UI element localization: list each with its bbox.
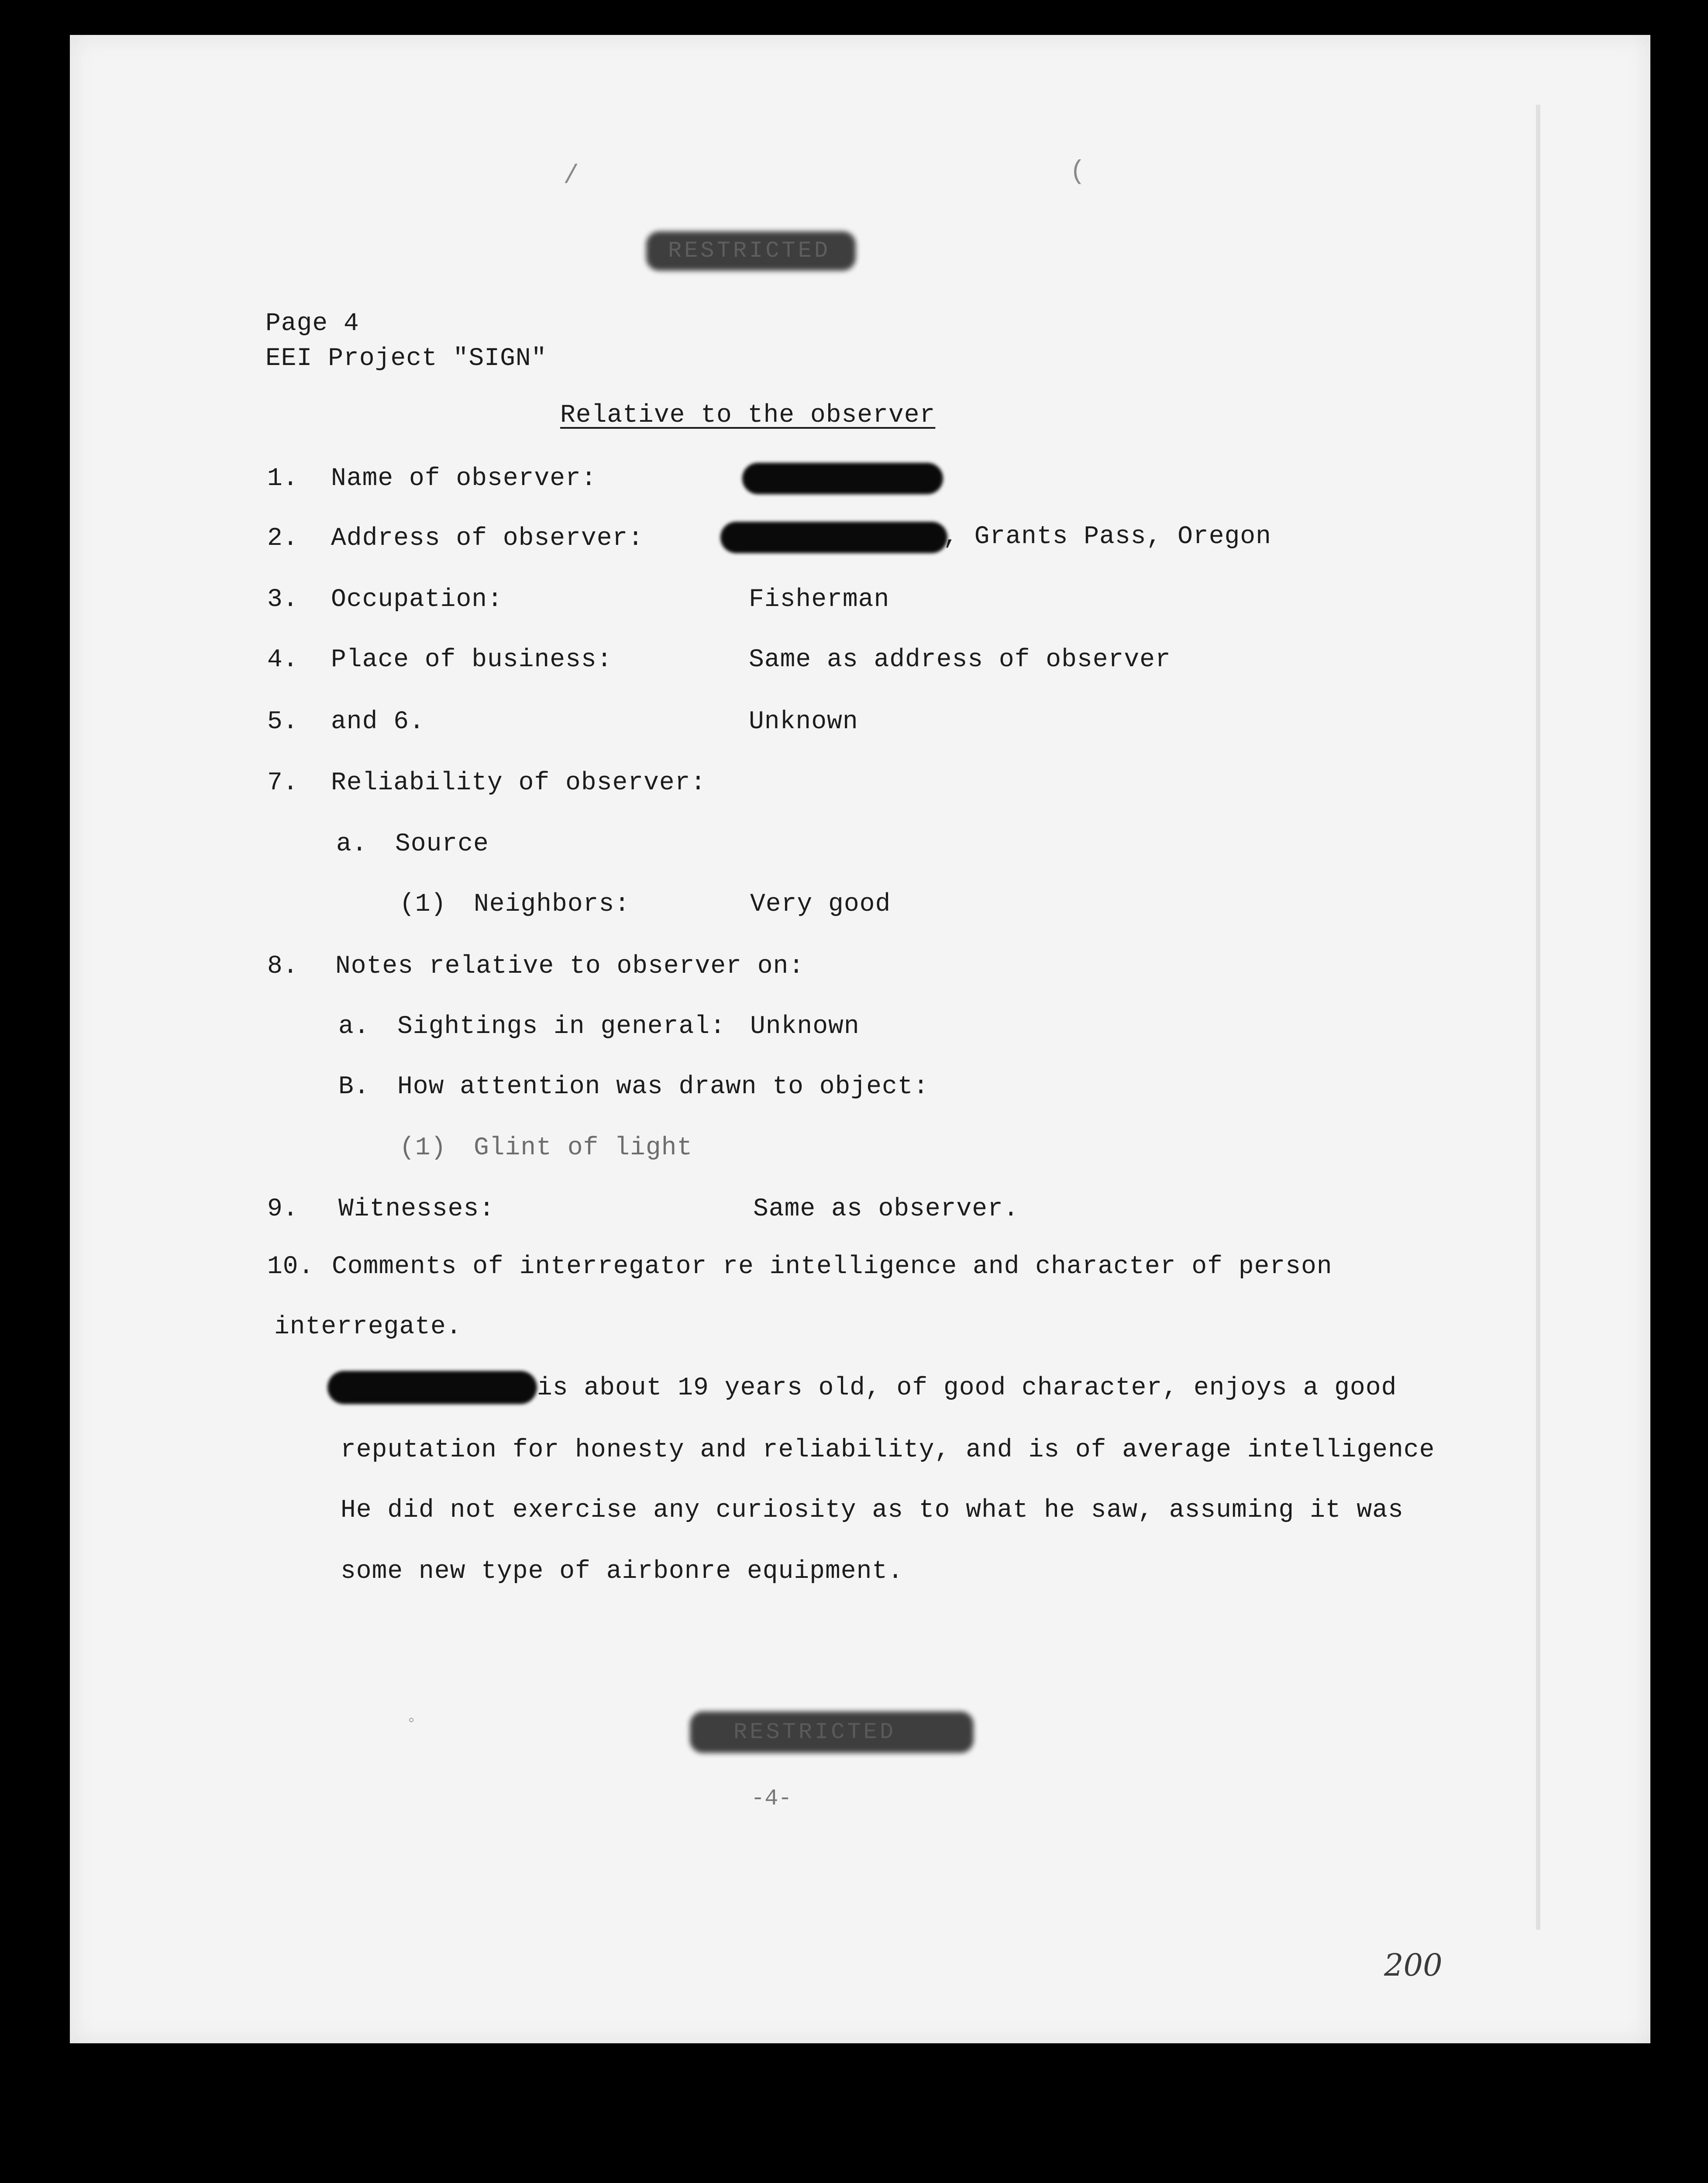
item-label: Glint of light [474,1134,693,1162]
paragraph-line: is about 19 years old, of good character, enjoys a good [537,1374,1397,1402]
item-label: Neighbors: [474,890,630,919]
paragraph-line: He did not exercise any curiosity as to what he saw, assuming it was [341,1496,1404,1525]
item-number: 10. [267,1253,314,1281]
item-number: 5. [267,708,299,736]
item-number: 2. [267,524,299,553]
item-number: 3. [267,585,299,614]
page-number: -4- [751,1786,792,1811]
item-number: 1. [267,465,299,493]
item-label: Name of observer: [331,465,597,493]
handwritten-number: 200 [1384,1947,1443,1983]
section-title: Relative to the observer [560,401,936,430]
item-value: Same as address of observer [749,646,1171,674]
item-text: Comments of interregator re intelligence and character of person [332,1253,1333,1281]
item-number: B. [338,1073,370,1101]
bottom-stamp-text: RESTRICTED [733,1719,896,1745]
item-value: Unknown [749,708,858,736]
item-label: Notes relative to observer on: [335,952,805,981]
item-label: Sightings in general: [397,1012,726,1041]
item-label: Reliability of observer: [331,769,706,797]
paragraph-line: reputation for honesty and reliability, and is of average intelligence [341,1436,1435,1464]
page-label: Page 4 [265,310,359,338]
item-text: interregate. [274,1313,462,1341]
redaction [327,1371,537,1404]
item-label: and 6. [331,708,425,736]
item-number: 4. [267,646,299,674]
item-label: Witnesses: [338,1195,495,1223]
item-number: (1) [399,1134,447,1162]
faint-mark: / [563,162,579,191]
item-value: Very good [750,890,891,919]
item-label: Occupation: [331,585,503,614]
item-value: Fisherman [749,585,890,614]
project-label: EEI Project "SIGN" [265,344,547,373]
faint-mark: ( [1070,157,1086,187]
redaction [720,522,947,553]
item-number: (1) [399,890,447,919]
item-number: 8. [267,952,299,981]
item-label: Source [395,830,489,858]
faint-mark: ◦ [406,1711,417,1731]
item-value: , Grants Pass, Oregon [943,523,1271,551]
item-value: Same as observer. [753,1195,1019,1223]
top-stamp-text: RESTRICTED [668,238,831,264]
item-number: a. [338,1012,370,1041]
item-label: How attention was drawn to object: [397,1073,929,1101]
item-number: a. [336,830,368,858]
paragraph-line: some new type of airbonre equipment. [341,1557,904,1586]
item-number: 7. [267,769,299,797]
redaction [742,463,943,494]
item-value: Unknown [750,1012,860,1041]
item-label: Address of observer: [331,524,644,553]
page-edge-shadow [1536,105,1540,1930]
item-label: Place of business: [331,646,613,674]
item-number: 9. [267,1195,299,1223]
